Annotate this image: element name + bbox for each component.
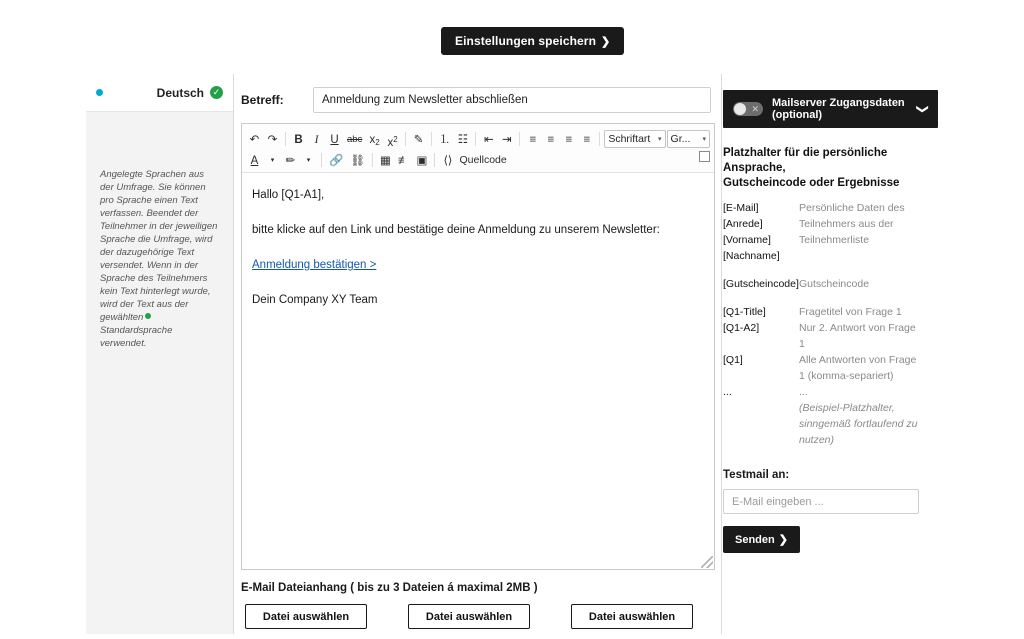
placeholder-key: [Anrede] [723, 218, 763, 230]
placeholders-title [723, 146, 938, 191]
standard-language-dot-icon [145, 313, 151, 319]
language-help-text-part2: Standardsprache verwendet. [100, 325, 173, 349]
bold-icon[interactable]: B [294, 133, 303, 146]
placeholder-key: [E-Mail] [723, 202, 759, 214]
subscript-icon[interactable]: $x_2$ [369, 133, 380, 147]
placeholder-row [723, 385, 938, 399]
email-signature: Dein Company XY Team [252, 294, 378, 306]
placeholder-key [723, 337, 799, 351]
undo-icon[interactable]: ↶ [249, 133, 260, 146]
send-testmail-button[interactable] [723, 526, 800, 553]
placeholder-row [723, 249, 938, 263]
language-help-text-part1: Angelegte Sprachen aus der Umfrage. Sie können pro Sprache einen Text verfassen. Beendet der Teilnehmer in der jeweiligen Sprache die Umfrage, wird der dazugehörige Text versendet. Wenn in der Sprache des Teilnehmers kein Text hinterlegt wurde, wird der Text aus der gewählten [100, 169, 218, 323]
source-code-label[interactable]: Quellcode [459, 153, 507, 166]
placeholder-row [723, 305, 938, 319]
placeholder-key: [Q1-Title] [723, 306, 766, 318]
background-color-chevron-down-icon[interactable]: ▾ [306, 156, 311, 164]
chevron-right-icon: ❯ [601, 36, 611, 48]
testmail-email-input[interactable] [723, 489, 919, 514]
placeholder-value: Teilnehmerliste [799, 234, 870, 246]
mailserver-toggle[interactable] [733, 102, 763, 116]
placeholder-key [723, 401, 799, 415]
top-toolbar [0, 0, 1024, 68]
chevron-right-icon: ❯ [778, 534, 788, 546]
font-size-select[interactable] [667, 130, 710, 148]
rte-toolbar-row-2 [246, 149, 710, 170]
placeholder-value: 1 (komma-separiert) [799, 370, 894, 382]
placeholder-key: [Q1] [723, 354, 743, 366]
chevron-down-icon: ❯ [915, 103, 930, 115]
outdent-icon[interactable]: ⇤ [484, 133, 494, 146]
placeholder-key: [Gutscheincode] [723, 278, 799, 290]
placeholder-row [723, 321, 938, 335]
language-name: Deutsch [156, 85, 204, 100]
toolbar-separator [599, 132, 600, 146]
spacer [723, 265, 938, 277]
placeholder-row [723, 417, 938, 431]
placeholders-title-line-1: Platzhalter für die persönliche Ansprache, [723, 147, 888, 174]
check-circle-icon: ✓ [210, 86, 223, 99]
placeholder-value [799, 249, 938, 263]
rte-toolbar [242, 124, 714, 173]
placeholder-row [723, 369, 938, 383]
placeholder-row [723, 217, 938, 231]
subject-label: Betreff: [241, 93, 284, 107]
placeholder-row [723, 433, 938, 447]
placeholder-value: sinngemäß fortlaufend zu [799, 418, 918, 430]
source-code-icon[interactable]: ⟨⟩ [443, 154, 453, 167]
superscript-icon[interactable]: $x^2$ [387, 134, 398, 149]
email-greeting: Hallo [Q1-A1], [252, 189, 325, 201]
horizontal-rule-icon[interactable]: ≢ [397, 154, 410, 167]
choose-file-button-3[interactable]: Datei auswählen [571, 604, 693, 629]
confirm-registration-link[interactable]: Anmeldung bestätigen > [252, 259, 377, 271]
placeholder-value: (Beispiel-Platzhalter, [799, 402, 895, 414]
placeholder-value: 1 [799, 338, 805, 350]
underline-icon[interactable]: U [330, 133, 339, 146]
close-icon: ✕ [751, 104, 759, 114]
language-tab-deutsch[interactable] [86, 74, 233, 112]
indent-icon[interactable]: ⇥ [502, 133, 512, 146]
attachment-buttons [245, 604, 721, 629]
toolbar-separator [434, 153, 435, 167]
placeholder-row [723, 201, 938, 215]
email-line-1: bitte klicke auf den Link und bestätige deine Anmeldung zu unserem Newsletter: [252, 224, 660, 236]
placeholder-value: Fragetitel von Frage 1 [799, 306, 902, 318]
spacer [723, 293, 938, 305]
placeholder-row [723, 401, 938, 415]
chevron-down-icon: ▾ [702, 135, 706, 143]
language-help-text [86, 112, 233, 350]
background-color-icon[interactable]: ✏ [285, 154, 296, 167]
placeholder-row [723, 337, 938, 351]
placeholders-title-line-2: Gutscheincode oder Ergebnisse [723, 177, 900, 189]
rich-text-editor [241, 123, 715, 570]
placeholder-key: [Vorname] [723, 234, 771, 246]
email-editor-panel [235, 74, 722, 634]
toolbar-separator [405, 132, 406, 146]
align-justify-icon[interactable]: ≡ [583, 133, 591, 146]
image-icon[interactable]: ▣ [416, 154, 428, 167]
chevron-down-icon: ▾ [658, 135, 662, 143]
rte-toolbar-row-1 [246, 128, 710, 149]
placeholder-value: Persönliche Daten des [799, 202, 905, 214]
unlink-icon[interactable]: ⛓ [350, 154, 365, 167]
placeholder-row [723, 277, 938, 291]
placeholder-key: [Q1-A2] [723, 322, 760, 334]
language-status-dot [96, 89, 103, 96]
font-family-label: Schriftart [608, 132, 651, 145]
placeholder-key [723, 417, 799, 431]
placeholder-key [723, 369, 799, 383]
placeholder-row [723, 353, 938, 367]
text-color-icon[interactable]: A [250, 154, 259, 167]
placeholder-value: Alle Antworten von Frage [799, 354, 917, 366]
maximize-editor-icon[interactable] [699, 151, 710, 162]
editor-resize-handle[interactable] [701, 556, 713, 568]
align-center-icon[interactable]: ≡ [547, 133, 555, 146]
choose-file-button-2[interactable]: Datei auswählen [408, 604, 530, 629]
placeholder-value: nutzen) [799, 434, 835, 446]
placeholder-table [723, 201, 938, 447]
font-size-label: Gr... [670, 132, 691, 145]
toolbar-separator [372, 153, 373, 167]
save-settings-button[interactable] [441, 27, 624, 55]
placeholder-value: ... [799, 386, 808, 398]
placeholder-key: [Nachname] [723, 250, 780, 262]
subject-input[interactable] [313, 87, 711, 113]
link-icon[interactable]: 🔗 [329, 154, 344, 167]
save-settings-label: Einstellungen speichern [455, 34, 596, 48]
send-testmail-label: Senden [735, 534, 775, 546]
italic-icon[interactable]: I [314, 133, 319, 146]
placeholder-key [723, 433, 799, 447]
align-left-icon[interactable]: ≡ [529, 133, 537, 146]
placeholder-value: Gutscheincode [799, 278, 870, 290]
mailserver-title: Mailserver Zugangsdaten (optional) [772, 97, 905, 121]
strikethrough-icon[interactable]: abc [346, 133, 363, 145]
placeholder-key: ... [723, 386, 732, 398]
numbered-list-icon[interactable]: ⒈ [439, 133, 451, 146]
align-right-icon[interactable]: ≡ [565, 133, 573, 146]
toolbar-separator [519, 132, 520, 146]
table-icon[interactable]: ▦ [380, 154, 391, 167]
mailserver-credentials-header[interactable] [723, 90, 938, 128]
right-panel [723, 90, 938, 553]
email-body[interactable] [242, 173, 714, 575]
choose-file-button-1[interactable]: Datei auswählen [245, 604, 367, 629]
language-sidebar [86, 74, 234, 634]
placeholder-value: Nur 2. Antwort von Frage [799, 322, 916, 334]
toolbar-separator [321, 153, 322, 167]
toolbar-separator [285, 132, 286, 146]
toolbar-separator [475, 132, 476, 146]
attachment-title: E-Mail Dateianhang ( bis zu 3 Dateien á maximal 2MB ) [241, 582, 538, 594]
placeholder-value: Teilnehmers aus der [799, 218, 894, 230]
font-family-select[interactable] [604, 130, 665, 148]
redo-icon[interactable]: ↷ [267, 133, 278, 146]
testmail-title: Testmail an: [723, 469, 790, 481]
remove-format-icon[interactable]: ✎ [413, 133, 424, 146]
toolbar-separator [431, 132, 432, 146]
bulleted-list-icon[interactable]: ☷ [457, 133, 469, 146]
placeholder-row [723, 233, 938, 247]
text-color-chevron-down-icon[interactable]: ▾ [270, 156, 275, 164]
toggle-knob [734, 103, 746, 115]
subject-row [235, 74, 721, 118]
